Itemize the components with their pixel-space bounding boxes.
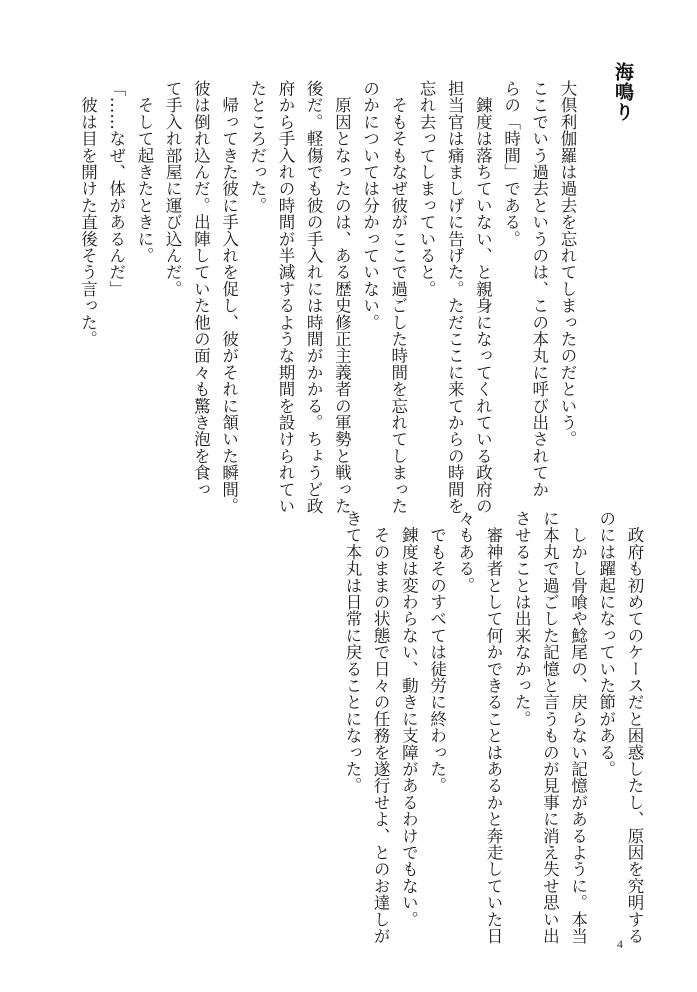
text-line: 帰ってきた彼に手入れを促し、彼がそれに頷いた瞬間。 (219, 80, 239, 515)
text-line: 彼は倒れ込んだ。出陣していた他の面々も驚き泡を食っ (191, 80, 211, 498)
text-line: らの「時間」である。 (501, 80, 521, 247)
text-line: 審神者として何かできることはあるかと奔走していた日 (483, 510, 503, 945)
text-line: しかし骨喰や鯰尾の、戻らない記憶があるように。本当 (568, 510, 588, 945)
text-line: そもそもなぜ彼がここで過ごした時間を忘れてしまった (388, 80, 408, 515)
page-number: 4 (617, 937, 623, 951)
text-line: 担当官は痛ましげに告げた。ただここに来てからの時間を (445, 80, 465, 515)
text-line: 忘れ去ってしまっていると。 (416, 80, 436, 298)
text-line: 後だ。軽傷でも彼の手入れには時間がかかる。ちょうど政 (304, 80, 324, 515)
text-line: きて本丸は日常に戻ることになった。 (342, 510, 362, 794)
text-line: に本丸で過ごした記憶と言うものが見事に消え失せ思い出 (540, 510, 560, 945)
upper-text-block (78, 80, 581, 515)
text-line: そのままの状態で日々の任務を遂行せよ、とのお達しが (371, 510, 391, 945)
text-line: たところだった。 (247, 80, 267, 214)
text-line: 々もある。 (455, 510, 475, 594)
text-line: 錬度は落ちていない、と親身になってくれている政府の (473, 80, 493, 515)
text-line: 政府も初めてのケースだと困惑したし、原因を究明する (625, 510, 644, 945)
chapter-title: 海鳴り (612, 62, 634, 122)
text-line: 大倶利伽羅は過去を忘れてしまったのだという。 (558, 80, 577, 448)
text-line: そして起きたときに。 (134, 80, 154, 264)
text-line: 「……なぜ、体があるんだ」 (106, 80, 126, 298)
text-line: ここでいう過去というのは、この本丸に呼び出されてか (529, 80, 549, 498)
text-line: 原因となったのは、ある歴史修正主義者の軍勢と戦った (332, 80, 352, 515)
text-line: て手入れ部屋に運び込んだ。 (163, 80, 183, 298)
text-line: させることは出来なかった。 (512, 510, 532, 728)
text-line: 府から手入れの時間が半減するような期間を設けられてい (275, 80, 295, 515)
text-line: 彼は目を開けた直後そう言った。 (78, 80, 98, 348)
text-line: のかについては分かっていない。 (360, 80, 380, 331)
text-line: のには躍起になっていた節がある。 (596, 510, 616, 778)
text-line: でもそのすべては徒労に終わった。 (427, 510, 447, 794)
lower-text-block (342, 510, 648, 945)
text-line: 錬度は変わらない、動きに支障があるわけでもない。 (399, 510, 419, 928)
